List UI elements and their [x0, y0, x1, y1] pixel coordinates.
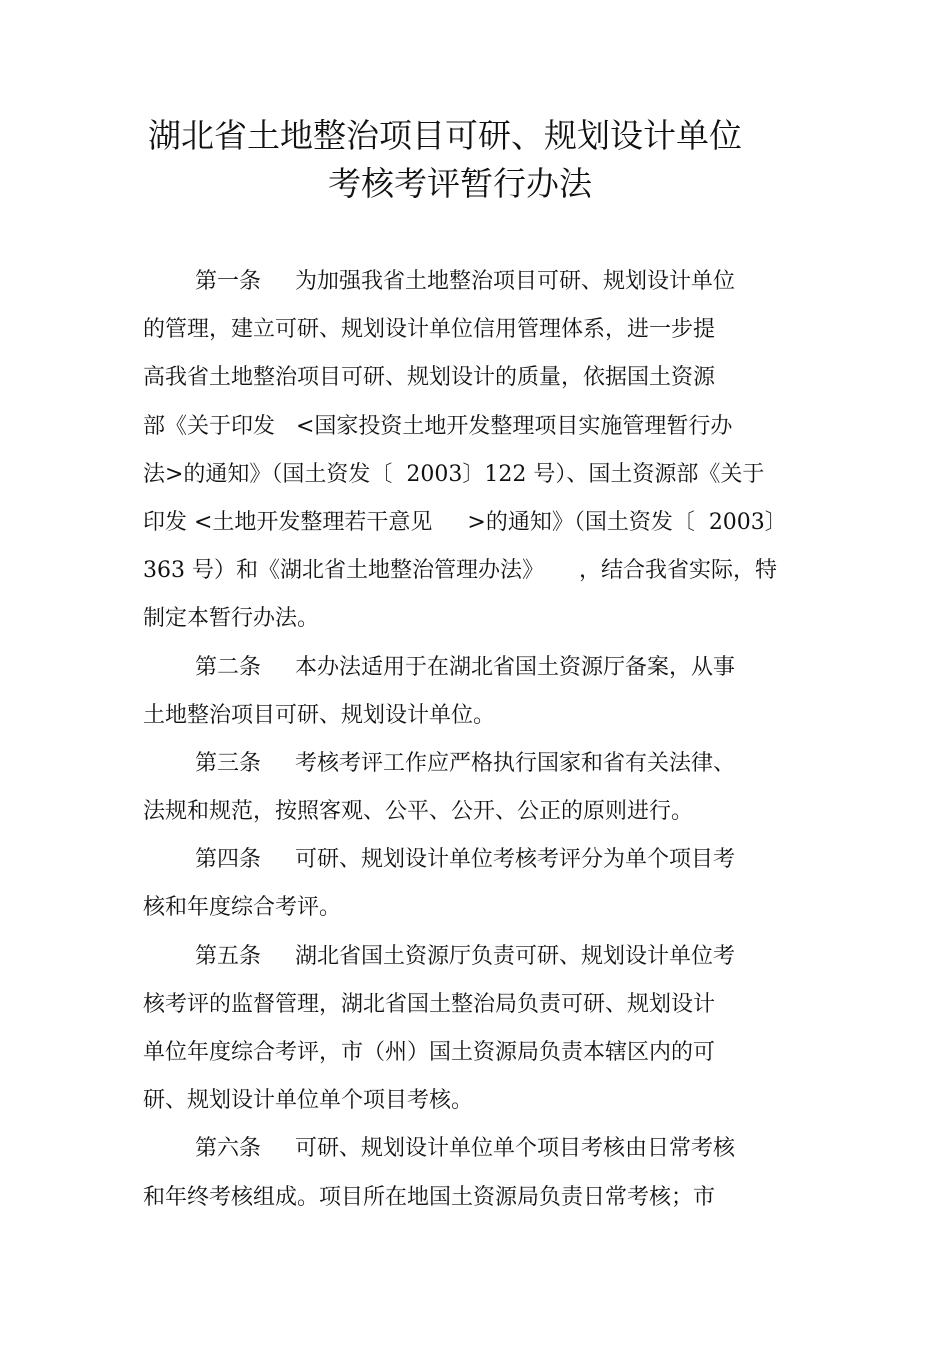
article-text-line: 土地整治项目可研、规划设计单位。 [143, 702, 496, 728]
article-text-line: 核考评的监督管理，湖北省国土整治局负责可研、规划设计 [143, 991, 716, 1017]
document-body [143, 258, 823, 1222]
article-label: 第六条 [195, 1136, 262, 1162]
article-label: 第五条 [195, 943, 262, 969]
article-text-line: 部《关于印发 <国家投资土地开发整理项目实施管理暂行办 [143, 413, 733, 439]
article-text-line: 核和年度综合考评。 [143, 895, 342, 921]
article-label: 第四条 [195, 847, 262, 873]
article-label: 第一条 [195, 269, 262, 294]
article-2-first-line [143, 644, 823, 692]
article-text-line: 法>的通知》（国土资发〔 2003〕122 号）、国土资源部《关于 [143, 461, 765, 487]
article-text-line: 和年终考核组成。项目所在地国土资源局负责日常考核；市 [143, 1184, 716, 1210]
article-text: 可研、规划设计单位考核考评分为单个项目考 [295, 847, 736, 873]
article-text: 本办法适用于在湖北省国土资源厅备案，从事 [295, 654, 736, 680]
article-text: 为加强我省土地整治项目可研、规划设计单位 [295, 269, 736, 294]
article-text: 湖北省国土资源厅负责可研、规划设计单位考 [295, 943, 736, 969]
title-line-1: 湖北省土地整治项目可研、规划设计单位 [148, 116, 742, 155]
article-1-first-line [143, 258, 823, 306]
article-3-first-line [143, 740, 823, 788]
article-5-first-line [143, 933, 823, 981]
article-text-line: 高我省土地整治项目可研、规划设计的质量，依据国土资源 [143, 365, 716, 391]
article-text-line: 制定本暂行办法。 [143, 606, 320, 632]
article-text-line: 单位年度综合考评，市（州）国土资源局负责本辖区内的可 [143, 1040, 716, 1065]
article-6-first-line [143, 1125, 823, 1173]
article-label: 第三条 [195, 750, 262, 776]
title-line-2: 考核考评暂行办法 [328, 164, 592, 203]
article-text-line: 印发 <土地开发整理若干意见 >的通知》（国土资发〔 2003〕 [143, 509, 787, 535]
article-label: 第二条 [195, 654, 262, 680]
document-title [0, 112, 890, 208]
article-text-line: 研、规划设计单位单个项目考核。 [143, 1088, 474, 1114]
article-text: 可研、规划设计单位单个项目考核由日常考核 [295, 1136, 736, 1162]
article-text: 考核考评工作应严格执行国家和省有关法律、 [295, 750, 736, 776]
article-text-line: 的管理，建立可研、规划设计单位信用管理体系，进一步提 [143, 317, 716, 343]
article-text-line: 363 号）和《湖北省土地整治管理办法》 ，结合我省实际，特 [143, 558, 777, 584]
article-text-line: 法规和规范，按照客观、公平、公开、公正的原则进行。 [143, 799, 694, 825]
article-4-first-line [143, 836, 823, 884]
